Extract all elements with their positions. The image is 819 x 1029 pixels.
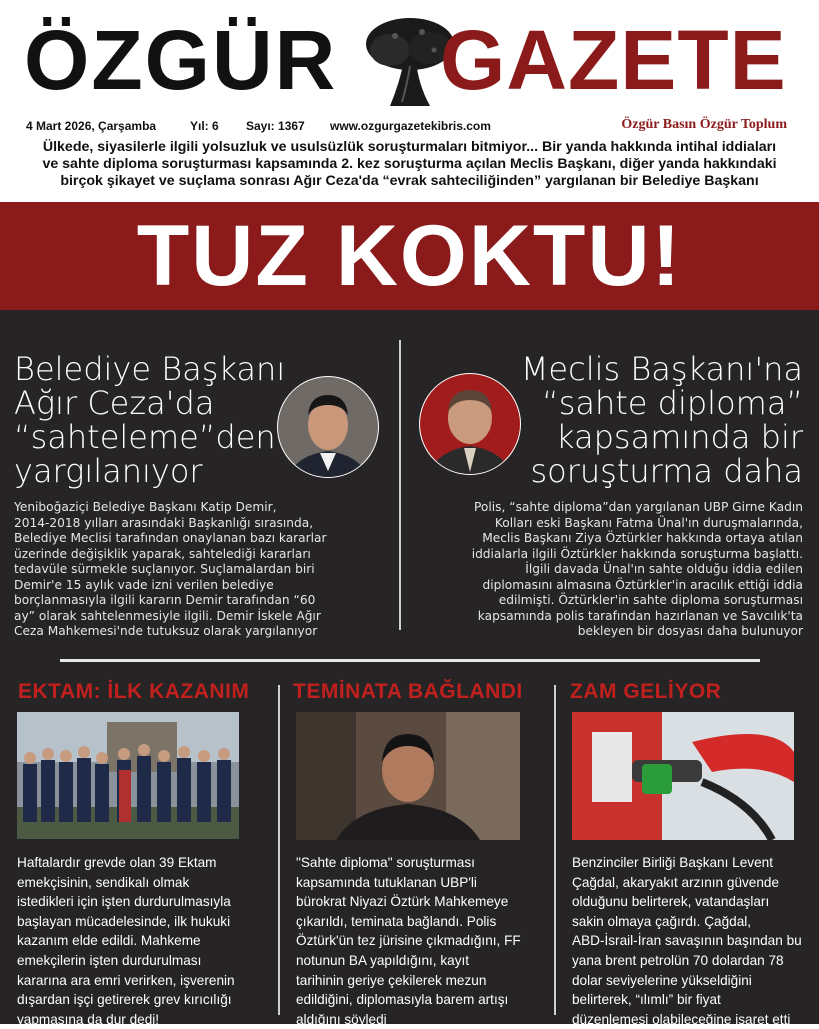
teminat-title: TEMİNATA BAĞLANDI	[293, 680, 523, 703]
column-divider	[399, 340, 401, 630]
text-line: yargılanıyor	[14, 452, 203, 490]
column-divider	[554, 685, 556, 1015]
text-line: edildiğini, diplomasıyla barem artışı	[296, 992, 509, 1008]
text-line: soruşturma daha	[530, 452, 803, 490]
text-line: kapsamında bir	[556, 418, 803, 456]
mayor-portrait	[276, 375, 380, 479]
teminat-body	[296, 853, 521, 1029]
kicker-line: birçok şikayet ve suçlama sonrası Ağır Ceza'da “evrak sahteciliğinden” yargılanan bir Belediye Başkanı	[60, 173, 759, 189]
text-line: emekçilerin işten durdurulması	[17, 952, 202, 968]
text-line: Haftalardır grevde olan 39 Ektam	[17, 855, 217, 870]
text-line: Demir'e 15 aylık vade izni verilen belediye	[14, 577, 274, 592]
text-line: bekleyen bir dosyası daha bulunuyor	[577, 624, 803, 638]
text-line: Belediye Başkanı	[14, 350, 286, 388]
kicker-line: Ülkede, siyasilerle ilgili yolsuzluk ve usulsüzlük soruşturmaları bitmiyor... Bir yanda hakkında intihal iddiaları	[42, 139, 777, 155]
fuel-pump-photo	[572, 712, 794, 840]
zam-title: ZAM GELİYOR	[570, 680, 722, 703]
right-story-body	[472, 500, 803, 640]
text-line: Kolları eski Başkanı Fatma Ünal'ın duruşmalarında,	[494, 515, 803, 530]
text-line: ABD-İsrail-İran savaşının başından bu	[572, 933, 802, 949]
website-link[interactable]: www.ozgurgazetekibris.com	[330, 119, 491, 133]
text-line: “sahte diploma”	[542, 384, 803, 422]
kicker-line: ve sahte diploma soruşturması kapsamında 2. kez soruşturma açılan Meclis Başkanı, diğer yanda hakkındaki	[42, 156, 777, 172]
speaker-portrait	[418, 372, 522, 476]
text-line: Ceza Mahkemesi'nde tutuksuz olarak yargılanıyor	[14, 624, 318, 638]
ektam-body	[17, 853, 235, 1029]
text-line: dolar seviyelerine yükseldiğini	[572, 972, 752, 988]
text-line: sakin olmaya çağırdı. Çağdal,	[572, 913, 752, 929]
text-line: yapmasına da dur dedi!	[17, 1011, 160, 1027]
zam-body	[572, 853, 802, 1029]
text-line: “sahteleme”den	[14, 418, 276, 456]
issue-date: 4 Mart 2026, Çarşamba	[26, 119, 157, 133]
issue-year: Yıl: 6	[190, 119, 219, 133]
text-line: Meclis Başkanı'na	[520, 350, 803, 388]
text-line: "Sahte diploma" soruşturması	[296, 855, 475, 870]
text-line: olduğunu belirterek, vatandaşları	[572, 894, 770, 910]
right-story-title	[521, 352, 803, 488]
text-line: dışardan işçi getirerek grev kırıcılığı	[17, 992, 232, 1008]
text-line: Belediye Meclisi tarafından onaylanan bazı kararlar	[14, 531, 327, 545]
text-line: Yeniboğaziçi Belediye Başkanı Katip Demir,	[14, 500, 277, 514]
text-line: kapsamında polis tarafından hazırlanan ve Savcılık'ta	[477, 608, 803, 623]
text-line: kararına ara emri verirken, işverenin	[17, 972, 235, 988]
ektam-workers-photo	[17, 712, 239, 839]
text-line: çıkarıldı, teminata bağlandı. Polis	[296, 913, 497, 929]
text-line: bürokrat Niyazi Öztürk Mahkemeye	[296, 894, 509, 910]
text-line: yana brent petrolün 70 dolardan 78	[572, 952, 784, 968]
text-line: tarihinin geriye çekilerek mezun	[296, 972, 487, 988]
left-story-title	[14, 352, 285, 488]
masthead-name-part1: ÖZGÜR	[24, 13, 338, 107]
text-line: Öztürk'ün tez jürisine çıkmadığını, FF	[296, 933, 521, 949]
issue-number: Sayı: 1367	[246, 119, 305, 133]
text-line: Çağdal, akaryakıt arzının güvende	[572, 874, 780, 890]
masthead-name-part2: GAZETE	[440, 13, 787, 107]
text-line: aldığını söyledi	[296, 1011, 387, 1027]
text-line: borçlanmasıyla ilgili kararın Demir tarafından “60	[14, 593, 316, 607]
text-line: kapsamında tutuklanan UBP'li	[296, 874, 477, 890]
text-line: Benzinciler Birliği Başkanı Levent	[572, 855, 773, 870]
text-line: Polis, “sahte diploma”dan yargılanan UBP Girne Kadın	[474, 500, 803, 514]
text-line: tedavüle sürmekle suçlanıyor. Suçlamalardan biri	[14, 562, 315, 576]
text-line: ay” olarak sahtelenmesiyle ilgili. Demir İskele Ağır	[14, 608, 321, 623]
text-line: notunun BA yapıldığını, kayıt	[296, 952, 470, 968]
text-line: diplomasını almasına Öztürkler'in aracılık ettiği iddia	[482, 577, 803, 592]
kicker-text	[0, 139, 819, 190]
ozturk-photo	[296, 712, 520, 840]
text-line: iddialarla ilgili Öztürkler hakkında soruşturma başlattı.	[471, 546, 803, 561]
column-divider	[278, 685, 280, 1015]
text-line: belirterek, “ılımlı” bir fiyat	[572, 992, 721, 1008]
slogan: Özgür Basın Özgür Toplum	[621, 117, 787, 132]
text-line: Ağır Ceza'da	[14, 384, 215, 422]
ektam-title: EKTAM: İLK KAZANIM	[18, 680, 250, 703]
text-line: edilmişti. Öztürkler'in sahte diploma soruşturması	[498, 593, 803, 607]
text-line: İlgili davada Ünal'ın sahte olduğu iddia edilen	[525, 562, 803, 576]
text-line: üzerinde değişiklik yaparak, sahtelediği kararları	[14, 546, 311, 561]
main-headline: TUZ KOKTU!	[136, 208, 683, 304]
text-line: emekçisinin, sendikalı olmak	[17, 874, 190, 890]
text-line: Meclis Başkanı Ziya Öztürkler hakkında ortaya atılan	[482, 531, 803, 545]
text-line: düzenlemesi olabileceğine işaret etti	[572, 1011, 791, 1027]
text-line: başlayan mücadelesinde, ilk hukuki	[17, 913, 231, 929]
text-line: kazanım elde edildi. Mahkeme	[17, 933, 201, 949]
text-line: 2014-2018 yılları arasındaki Başkanlığı sırasında,	[14, 515, 314, 530]
left-story-body	[14, 500, 327, 640]
section-divider	[60, 659, 760, 662]
text-line: istedikleri için işten durdurulmasıyla	[17, 894, 231, 910]
